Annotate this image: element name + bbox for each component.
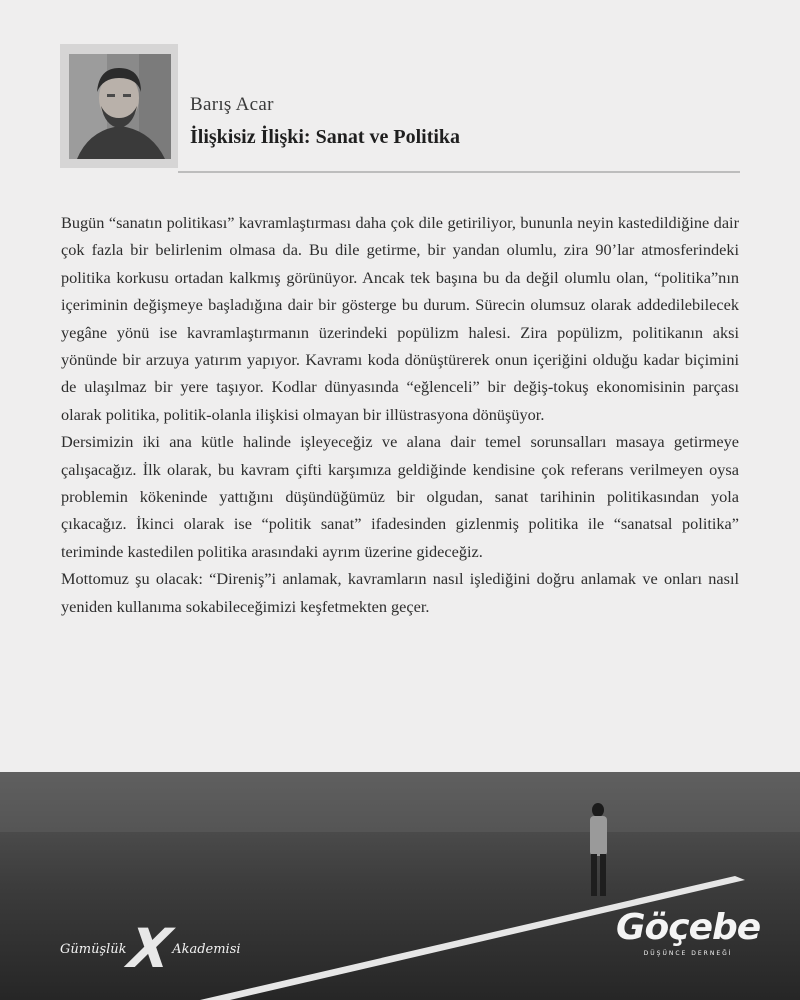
author-photo bbox=[69, 54, 171, 159]
article-body bbox=[61, 209, 739, 620]
paragraph: Bugün “sanatın politikası” kavramlaştırması daha çok dile getiriliyor, bununla neyin kastedildiğine dair çok fazla bir belirlenim olmasa da. Bu dile getirme, bir yandan olumlu, zira 90’lar atmosferindeki politika korkusu ortadan kalkmış görünüyor. Ancak tek başına bu da değil olumlu olan, “politika”nın içeriminin değişmeye başladığına dair bir gösterge bu durum. Sürecin olumsuz olarak addedilebilecek yegâne yönü ise kavramlaştırmanın üzerindeki popülizm halesi. Zira popülizm, politikanın aksi yönünde bir arzuya yatırım yapıyor. Kavramı koda dönüştürerek onun içeriğini olduğu kadar biçimini de ulaşılmaz bir yere taşıyor. Kodlar dünyasında “eğlenceli” bir değiş-tokuş ekonomisinin parçası olarak politika, politik-olanla ilişkisi olmayan bir illüstrasyona dönüşüyor. bbox=[61, 213, 739, 424]
logo-left-text-a: Gümüşlük bbox=[60, 941, 127, 957]
author-photo-frame bbox=[60, 44, 178, 168]
header bbox=[60, 44, 740, 172]
logo-left-x: X bbox=[124, 917, 175, 980]
logo-right-subtitle: DÜŞÜNCE DERNEĞİ bbox=[643, 950, 733, 957]
author-name: Barış Acar bbox=[190, 94, 274, 115]
footer-photo bbox=[0, 772, 800, 1000]
header-text bbox=[190, 94, 460, 149]
paragraph: Mottomuz şu olacak: “Direniş”i anlamak, kavramların nasıl işlediğini doğru anlamak ve onları nasıl yeniden kullanıma sokabileceğimizi keşfetmekten geçer. bbox=[61, 569, 739, 616]
gumusluk-akademisi-logo bbox=[60, 917, 241, 980]
logo-left-text-b: Akademisi bbox=[172, 941, 241, 957]
gocebe-logo bbox=[616, 908, 760, 957]
portrait-image bbox=[69, 54, 171, 159]
article-title: İlişkisiz İlişki: Sanat ve Politika bbox=[190, 126, 461, 148]
header-divider bbox=[178, 171, 740, 173]
logo-right-brand: Göçebe bbox=[616, 907, 761, 948]
paragraph: Dersimizin iki ana kütle halinde işleyeceğiz ve alana dair temel sorunsalları masaya getirmeye çalışacağız. İlk olarak, bu kavram çifti karşımıza geldiğinde kendisine çok referans verilmeyen oysa problemin kökeninde yattığını düşündüğümüz bir olgudan, sanat tarihinin politikasından yola çıkacağız. İkinci olarak ise “politik sanat” ifadesinden gizlenmiş politika ile “sanatsal politika” teriminde kastedilen politika arasındaki ayrım üzerine gideceğiz. bbox=[61, 432, 739, 561]
